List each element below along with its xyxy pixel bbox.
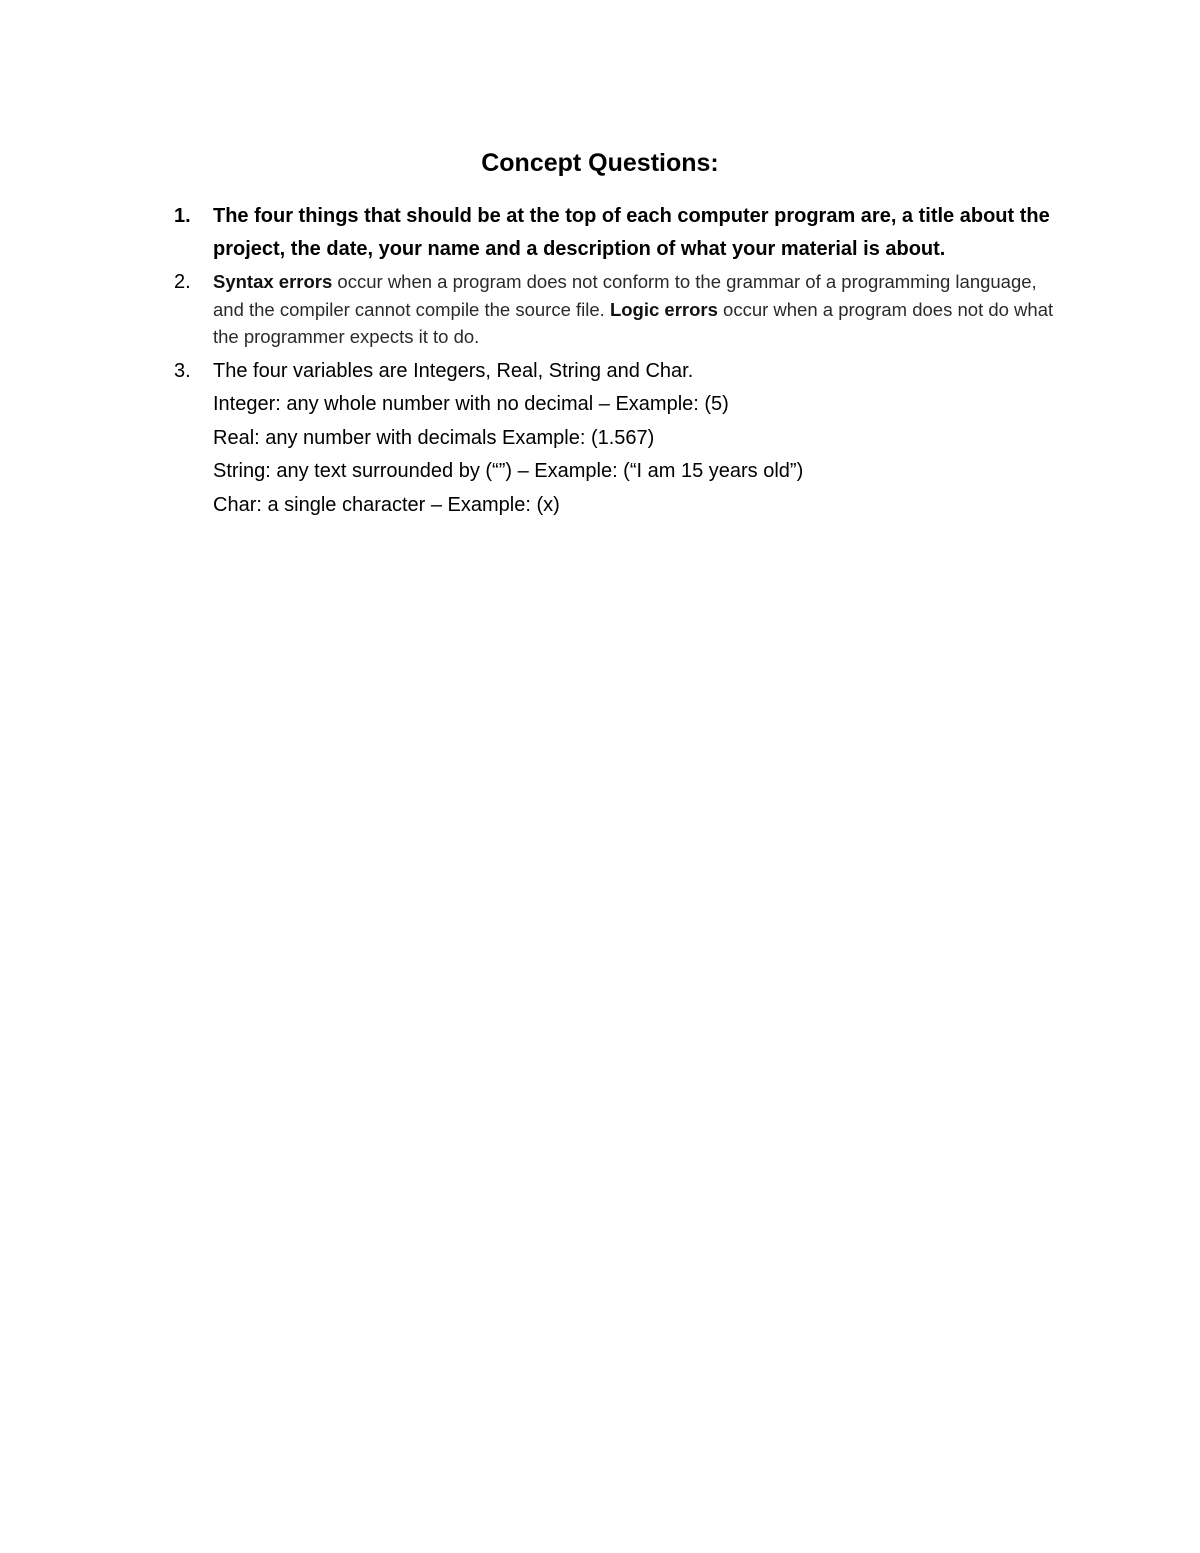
- variables-intro: The four variables are Integers, Real, String and Char.: [213, 359, 694, 382]
- integer-definition: Integer: any whole number with no decimal – Example: (5): [213, 393, 729, 415]
- question-item-3: [174, 355, 1059, 523]
- string-definition: String: any text surrounded by (“”) – Example: (“I am 15 years old”): [213, 460, 804, 482]
- question-number: 2.: [174, 271, 191, 293]
- page-title: Concept Questions:: [481, 149, 719, 177]
- syntax-errors-term: Syntax errors: [213, 271, 333, 292]
- question-item-2: [174, 268, 1059, 351]
- logic-errors-definition: occur when a program does not do what the programmer expects it to do.: [213, 298, 1054, 347]
- answer-paragraph: [213, 271, 1053, 347]
- real-definition: Real: any number with decimals Example: (1.567): [213, 426, 655, 449]
- question-text: The four things that should be at the top of each computer program are, a title about the project, the date, your name and a description of what your material is about.: [213, 205, 1050, 260]
- question-item-1: [174, 200, 1059, 266]
- question-number: 1.: [174, 205, 191, 227]
- logic-errors-term: Logic errors: [609, 298, 718, 320]
- char-definition: Char: a single character – Example: (x): [213, 493, 560, 516]
- question-list: [174, 200, 1059, 522]
- syntax-errors-definition: occur when a program does not conform to the grammar of a programming language, and the compiler cannot compile the source file.: [213, 271, 1037, 320]
- question-number: 3.: [174, 359, 191, 382]
